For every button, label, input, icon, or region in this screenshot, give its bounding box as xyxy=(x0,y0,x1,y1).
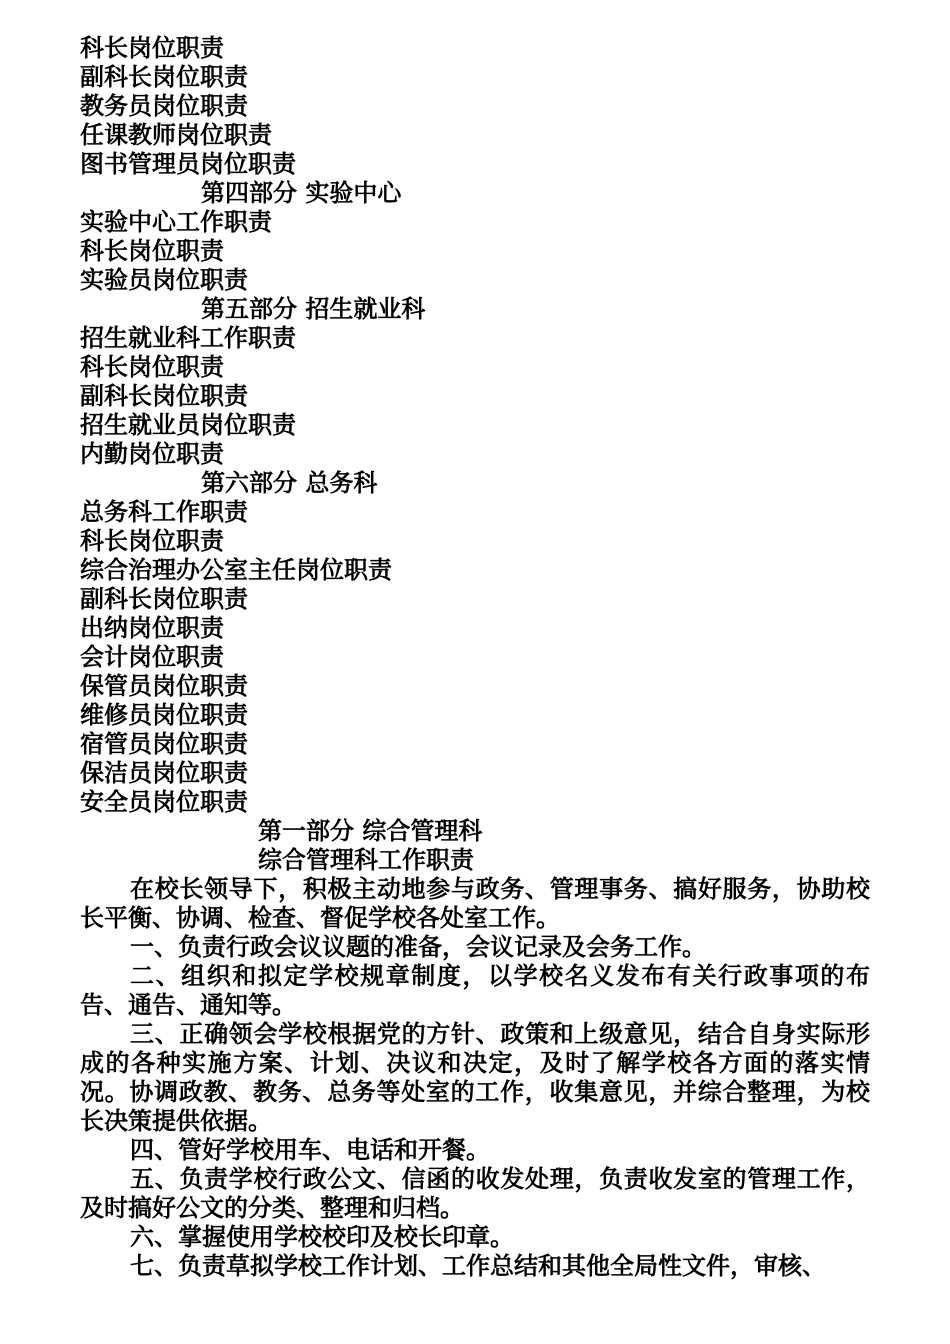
toc-item: 副科长岗位职责 xyxy=(80,381,248,410)
toc-list-part6 xyxy=(80,497,880,816)
toc-item: 教务员岗位职责 xyxy=(80,91,248,120)
toc-item: 综合治理办公室主任岗位职责 xyxy=(80,555,392,584)
toc-item: 保洁员岗位职责 xyxy=(80,758,248,787)
part-heading: 第四部分 实验中心 xyxy=(201,178,402,207)
toc-item: 科长岗位职责 xyxy=(80,352,224,381)
document-content xyxy=(80,33,880,1280)
paragraph: 四、管好学校用车、电话和开餐。 xyxy=(130,1135,490,1164)
toc-item: 科长岗位职责 xyxy=(80,236,224,265)
paragraph: 七、负责草拟学校工作计划、工作总结和其他全局性文件，审核、 xyxy=(130,1251,826,1280)
toc-list-part5 xyxy=(80,323,880,468)
part-title: 第一部分 综合管理科 xyxy=(258,816,483,845)
paragraph: 二、组织和拟定学校规章制度，以学校名义发布有关行政事项的布告、通告、通知等。 xyxy=(80,961,870,1019)
toc-item: 科长岗位职责 xyxy=(80,526,224,555)
toc-item: 安全员岗位职责 xyxy=(80,787,248,816)
toc-list-part4 xyxy=(80,207,880,294)
part-heading: 第六部分 总务科 xyxy=(201,468,378,497)
toc-item: 副科长岗位职责 xyxy=(80,584,248,613)
paragraph: 三、正确领会学校根据党的方针、政策和上级意见，结合自身实际形成的各种实施方案、计划、决议和决定，及时了解学校各方面的落实情况。协调政教、教务、总务等处室的工作，收集意见，并综合整理，为校长决策提供依据。 xyxy=(80,1019,870,1135)
toc-item: 保管员岗位职责 xyxy=(80,671,248,700)
toc-item: 实验员岗位职责 xyxy=(80,265,248,294)
section-title: 综合管理科工作职责 xyxy=(258,845,474,874)
paragraph: 一、负责行政会议议题的准备，会议记录及会务工作。 xyxy=(130,932,706,961)
toc-item: 总务科工作职责 xyxy=(80,497,248,526)
toc-item: 招生就业科工作职责 xyxy=(80,323,296,352)
toc-item: 副科长岗位职责 xyxy=(80,62,248,91)
toc-list-group-1 xyxy=(80,33,880,178)
paragraph: 五、负责学校行政公文、信函的收发处理，负责收发室的管理工作，及时搞好公文的分类、整理和归档。 xyxy=(80,1164,870,1222)
paragraph: 在校长领导下，积极主动地参与政务、管理事务、搞好服务，协助校长平衡、协调、检查、督促学校各处室工作。 xyxy=(80,874,870,932)
toc-item: 内勤岗位职责 xyxy=(80,439,224,468)
toc-item: 会计岗位职责 xyxy=(80,642,224,671)
toc-item: 实验中心工作职责 xyxy=(80,207,272,236)
paragraph: 六、掌握使用学校校印及校长印章。 xyxy=(130,1222,514,1251)
body-text xyxy=(80,874,880,1280)
toc-item: 任课教师岗位职责 xyxy=(80,120,272,149)
toc-item: 维修员岗位职责 xyxy=(80,700,248,729)
part-heading: 第五部分 招生就业科 xyxy=(201,294,426,323)
toc-item: 招生就业员岗位职责 xyxy=(80,410,296,439)
toc-item: 宿管员岗位职责 xyxy=(80,729,248,758)
toc-item: 出纳岗位职责 xyxy=(80,613,224,642)
toc-item: 科长岗位职责 xyxy=(80,33,224,62)
toc-item: 图书管理员岗位职责 xyxy=(80,149,296,178)
